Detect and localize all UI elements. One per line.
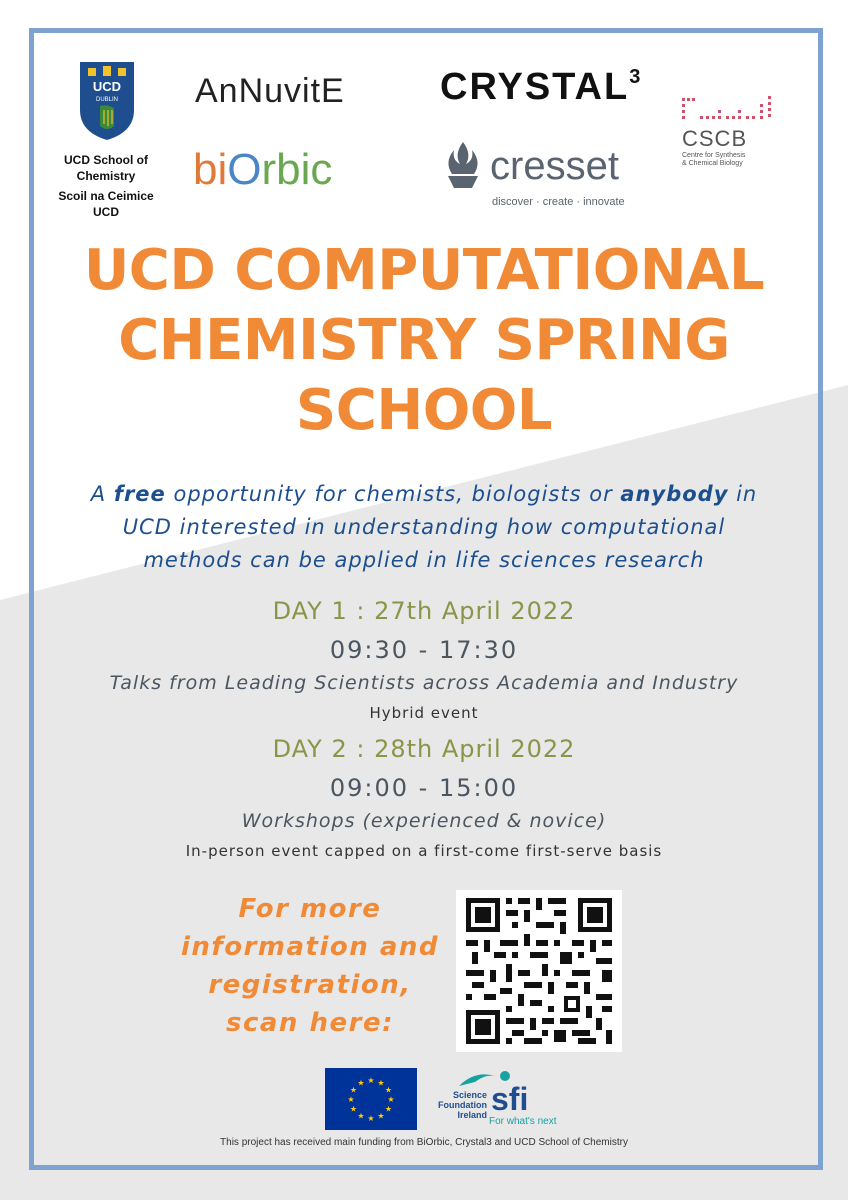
day2-heading: DAY 2 : 28th April 2022 <box>272 735 576 763</box>
title-line-2: CHEMISTRY SPRING <box>118 308 730 373</box>
cresset-logo <box>440 138 640 218</box>
registration-qr-code[interactable] <box>456 890 622 1052</box>
cscb-sub-1: Centre for Synthesis <box>682 152 746 159</box>
svg-text:★: ★ <box>349 1085 358 1095</box>
day2-note: In-person event capped on a first-come first-serve basis <box>185 842 663 860</box>
crystal-text: CRYSTAL <box>440 66 630 108</box>
sfi-line-3: Ireland <box>457 1110 487 1120</box>
registration-cta <box>170 890 450 1042</box>
cresset-tagline: discover · create · innovate <box>492 196 625 208</box>
day1-note: Hybrid event <box>369 704 479 722</box>
sfi-line-2: Foundation <box>438 1100 487 1110</box>
ucd-line-1: UCD School of <box>64 153 148 167</box>
biorbic-logo <box>193 142 332 198</box>
intro-anybody: anybody <box>620 482 729 506</box>
crystal-sup: 3 <box>629 66 643 88</box>
cresset-flame-icon <box>440 138 486 194</box>
cta-line-1: For more <box>238 894 382 924</box>
title-line-3: SCHOOL <box>295 378 553 443</box>
svg-text:★: ★ <box>349 1104 358 1114</box>
funding-footer: This project has received main funding from BiOrbic, Crystal3 and UCD School of Chemistry <box>220 1137 628 1148</box>
day1-heading: DAY 1 : 27th April 2022 <box>272 597 576 625</box>
sfi-name <box>425 1090 487 1120</box>
cscb-logo <box>680 94 780 174</box>
page-title <box>40 236 808 446</box>
biorbic-part-c: rbic <box>261 145 333 194</box>
intro-line-2: UCD interested in understanding how computational <box>122 515 726 539</box>
cta-line-2: information and <box>181 932 439 962</box>
annuvite-text: AnNuvitE <box>195 72 345 110</box>
cta-line-3: registration, <box>208 970 412 1000</box>
sfi-logo <box>425 1068 565 1130</box>
ucd-line-3: Scoil na Ceimice <box>58 189 154 203</box>
cscb-sub-2: & Chemical Biology <box>682 160 743 167</box>
ucd-line-2: Chemistry <box>76 169 136 183</box>
svg-text:★: ★ <box>347 1095 355 1104</box>
intro-a: A <box>90 482 114 506</box>
day1-description: Talks from Leading Scientists across Academia and Industry <box>109 672 739 694</box>
svg-text:★: ★ <box>377 1111 385 1121</box>
ucd-line-4: UCD <box>93 205 119 219</box>
annuvite-logo <box>195 72 345 111</box>
svg-text:★: ★ <box>357 1111 365 1121</box>
intro-mid: opportunity for chemists, biologists or <box>165 482 621 506</box>
ucd-school-label <box>42 150 170 222</box>
crystal3-logo <box>440 66 642 109</box>
sfi-line-1: Science <box>452 1090 487 1100</box>
svg-text:★: ★ <box>377 1078 385 1088</box>
sfi-mark: sfi <box>491 1081 529 1117</box>
intro-free: free <box>113 482 166 506</box>
ucd-crest-logo <box>78 60 136 142</box>
cresset-name: cresset <box>490 144 619 188</box>
day2-time: 09:00 - 15:00 <box>329 774 519 802</box>
svg-text:★: ★ <box>384 1104 393 1114</box>
svg-text:★: ★ <box>357 1078 365 1088</box>
cscb-name: CSCB <box>682 126 748 151</box>
intro-line-1 <box>40 478 808 511</box>
qr-code-icon <box>456 890 622 1052</box>
cscb-bars-icon <box>680 94 780 124</box>
cscb-subtitle <box>682 152 782 168</box>
sfi-tagline: For what's next <box>489 1116 557 1127</box>
svg-text:★: ★ <box>367 1076 375 1085</box>
day2-description: Workshops (experienced & novice) <box>241 810 607 832</box>
cta-line-4: scan here: <box>226 1008 394 1038</box>
biorbic-part-b: O <box>227 145 262 194</box>
biorbic-part-a: bi <box>193 145 228 194</box>
intro-text <box>40 478 808 577</box>
intro-in: in <box>728 482 758 506</box>
day1-time: 09:30 - 17:30 <box>329 636 519 664</box>
eu-flag-logo <box>325 1068 417 1130</box>
svg-text:★: ★ <box>384 1085 393 1095</box>
svg-text:★: ★ <box>387 1095 395 1104</box>
intro-line-3: methods can be applied in life sciences research <box>143 548 705 572</box>
svg-text:UCD: UCD <box>92 79 122 94</box>
svg-text:★: ★ <box>367 1114 375 1123</box>
svg-text:DUBLIN: DUBLIN <box>95 97 119 103</box>
title-line-1: UCD COMPUTATIONAL <box>83 238 765 303</box>
